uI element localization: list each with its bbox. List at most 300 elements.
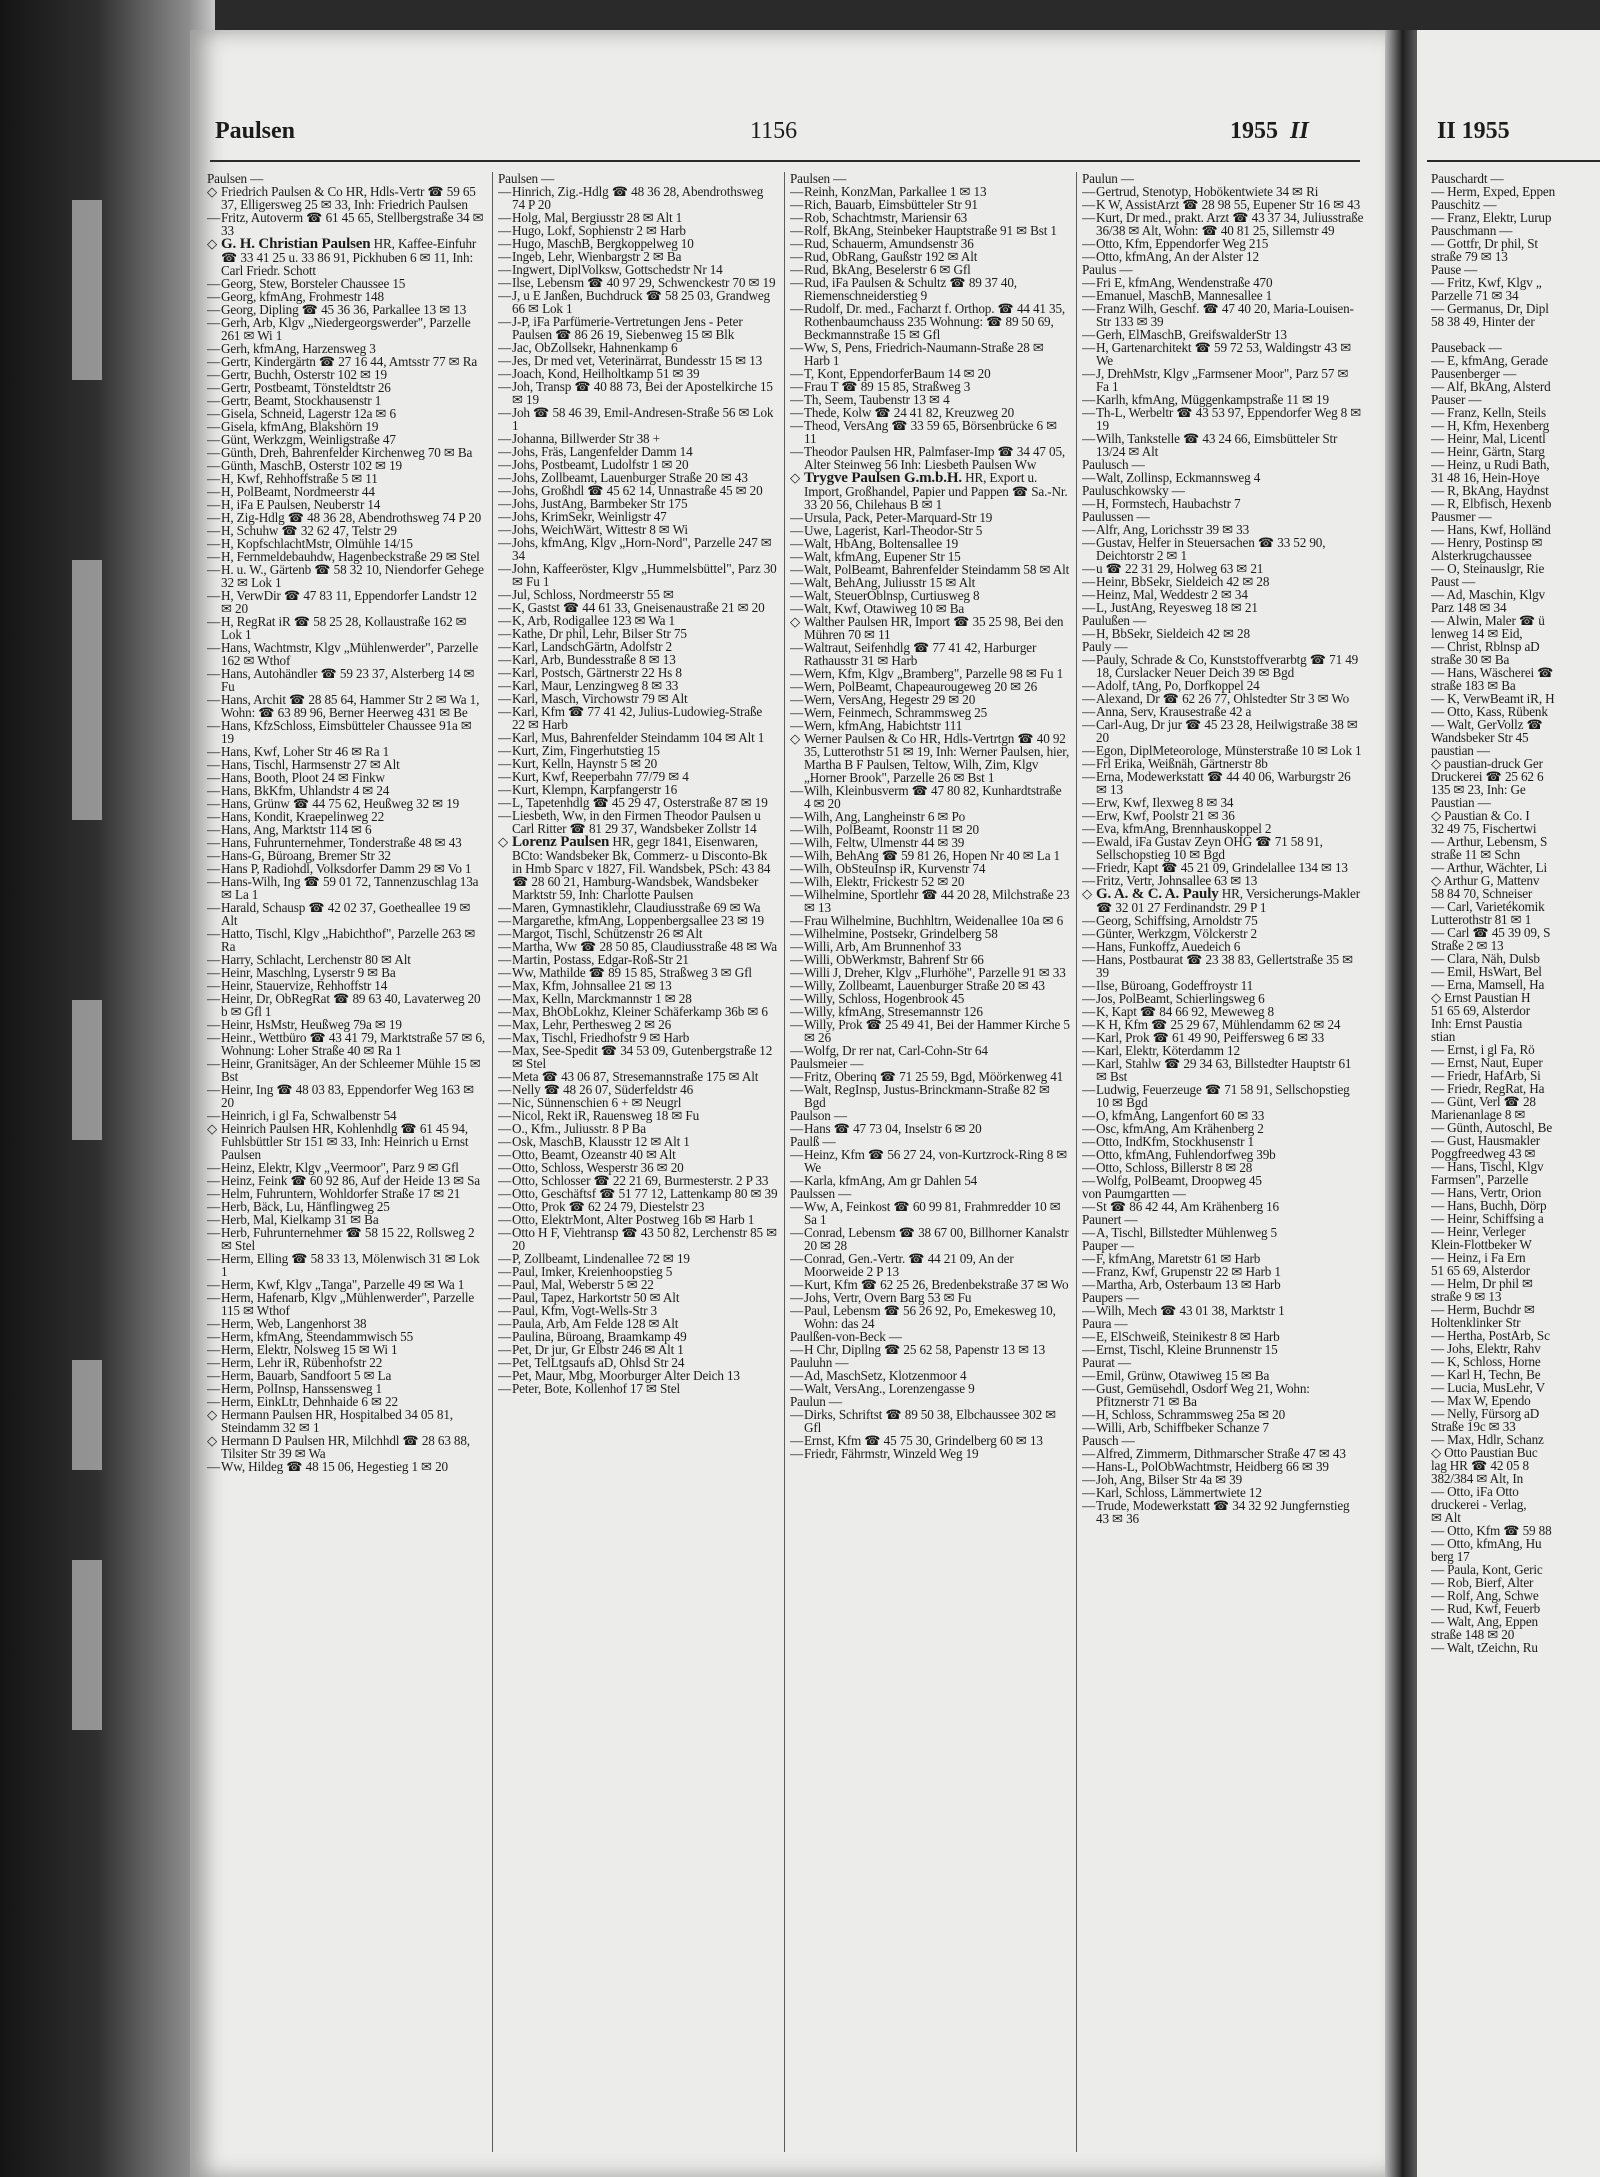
- entry-dash: —: [498, 1095, 512, 1110]
- entry-text: Karl, Masch, Virchowstr 79 ✉ Alt: [512, 691, 688, 706]
- entry-text: Heinr, Dr, ObRegRat ☎ 89 63 40, Lavaterweg 20 b ✉ Gfl 1: [221, 991, 481, 1019]
- next-page-line: — Hans, Kwf, Holländ: [1431, 522, 1551, 537]
- entry-text: Ernst, Kfm ☎ 45 75 30, Grindelberg 60 ✉ 13: [804, 1433, 1043, 1448]
- entry-text: H, Formstech, Haubachstr 7: [1096, 496, 1241, 511]
- next-page-line: — Erna, Mamsell, Ha: [1431, 977, 1545, 992]
- entry-text: Jac, ObZollsekr, Hahnenkamp 6: [512, 340, 678, 355]
- directory-entry: [498, 1226, 778, 1252]
- next-page-line: Lutterothstr 81 ✉ 1: [1431, 912, 1532, 927]
- entry-text: Hans P, Radiohdl, Volksdorfer Damm 29 ✉ Vo 1: [221, 861, 472, 876]
- next-page-line: — Otto, iFa Otto: [1431, 1484, 1519, 1499]
- next-page-column: [1431, 172, 1600, 2162]
- directory-entry: [207, 1031, 485, 1057]
- directory-entry: [790, 1200, 1070, 1226]
- entry-dash: —: [1082, 1472, 1096, 1487]
- entry-dash: —: [498, 678, 512, 693]
- directory-entry: [790, 471, 1070, 511]
- entry-text: Otto, Beamt, Ozeanstr 40 ✉ Alt: [512, 1147, 676, 1162]
- entry-text: Max, Lehr, Perthesweg 2 ✉ 26: [512, 1017, 672, 1032]
- entry-text: Thede, Kolw ☎ 24 41 82, Kreuzweg 20: [804, 405, 1015, 420]
- entry-text: Alfr, Ang, Lorichsstr 39 ✉ 33: [1096, 522, 1250, 537]
- next-page-line: Pauseback —: [1431, 340, 1502, 355]
- entry-text: Karl, Maur, Lenzingweg 8 ✉ 33: [512, 678, 679, 693]
- entry-dash: —: [498, 470, 512, 485]
- entry-text: Herm, kfmAng, Steendammwisch 55: [221, 1329, 414, 1344]
- entry-text: Ilse, Büroang, Godeffroystr 11: [1096, 978, 1254, 993]
- entry-text: St ☎ 86 42 44, Am Krähenberg 16: [1096, 1199, 1279, 1214]
- entry-text: K W, AssistArzt ☎ 28 98 55, Eupener Str 16 ✉ 43: [1096, 197, 1361, 212]
- next-page-header: II 1955: [1437, 118, 1510, 144]
- entry-dash: —: [1082, 769, 1096, 784]
- directory-entry: [1082, 341, 1364, 367]
- entry-dash: —: [498, 444, 512, 459]
- directory-entry: [207, 1083, 485, 1109]
- entry-dash: —: [790, 210, 804, 225]
- entry-text: Paul, Lebensm ☎ 56 26 92, Po, Emekesweg 10, Wohn: das 24: [804, 1303, 1056, 1331]
- entry-text: Kurt, Kelln, Haynstr 5 ✉ 20: [512, 756, 658, 771]
- directory-entry: [207, 237, 485, 277]
- directory-entry: [1082, 1057, 1364, 1083]
- entry-dash: —: [790, 392, 804, 407]
- entry-text: Rud, ObRang, Gaußstr 192 ✉ Alt: [804, 249, 978, 264]
- entry-dash: —: [207, 1381, 221, 1396]
- entry-text: Martin, Postass, Edgar-Roß-Str 21: [512, 952, 689, 967]
- entry-text: Jos, PolBeamt, Schierlingsweg 6: [1096, 991, 1265, 1006]
- directory-entry: [790, 1408, 1070, 1434]
- entry-text: Hans, Ang, Marktstr 114 ✉ 6: [221, 822, 372, 837]
- header-rule: [210, 160, 1360, 162]
- entry-dash: —: [1082, 470, 1096, 485]
- entry-text: Fritz, Autoverm ☎ 61 45 65, Stellbergstraße 34 ✉ 33: [221, 210, 484, 238]
- entry-text: Hans, KfzSchloss, Eimsbütteler Chaussee 91a ✉ 19: [221, 718, 472, 746]
- entry-dash: —: [790, 1069, 804, 1084]
- entry-dash: —: [790, 913, 804, 928]
- entry-dash: —: [498, 1030, 512, 1045]
- directory-entry: [498, 809, 778, 835]
- entry-text: Heinr, Maschlng, Lyserstr 9 ✉ Ba: [221, 965, 396, 980]
- entry-dash: —: [790, 1004, 804, 1019]
- entry-text: Herm, Kwf, Klgv „Tanga", Parzelle 49 ✉ Wa 1: [221, 1277, 465, 1292]
- entry-dash: —: [1082, 275, 1096, 290]
- entry-text: Joh, Ang, Bilser Str 4a ✉ 39: [1096, 1472, 1243, 1487]
- firm-marker-icon: ◇: [207, 1407, 217, 1422]
- next-page-line: — Hans, Tischl, Klgv: [1431, 1159, 1544, 1174]
- next-page-line: — Max, Hdlr, Schanz: [1431, 1432, 1544, 1447]
- entry-text: Karlh, kfmAng, Müggenkampstraße 11 ✉ 19: [1096, 392, 1329, 407]
- entry-dash: —: [790, 197, 804, 212]
- entry-dash: —: [790, 640, 804, 655]
- entry-text: Johs, KrimSekr, Weinligstr 47: [512, 509, 667, 524]
- entry-dash: —: [1082, 405, 1096, 420]
- entry-dash: —: [207, 874, 221, 889]
- entry-text: Eva, kfmAng, Brennhauskoppel 2: [1096, 821, 1272, 836]
- next-page-line: — Günt, Verl ☎ 28: [1431, 1094, 1536, 1109]
- entry-dash: —: [1082, 678, 1096, 693]
- entry-text: Günth, MaschB, Osterstr 102 ✉ 19: [221, 458, 402, 473]
- next-page-line: straße 183 ✉ Ba: [1431, 678, 1516, 693]
- entry-text: J, DrehMstr, Klgv „Farmsener Moor", Parz 57 ✉ Fa 1: [1096, 366, 1349, 394]
- entry-dash: —: [207, 1186, 221, 1201]
- entry-dash: —: [207, 536, 221, 551]
- entry-text: K, Kapt ☎ 84 66 92, Meweweg 8: [1096, 1004, 1274, 1019]
- directory-entry: [1082, 770, 1364, 796]
- entry-text: Willy, Schloss, Hogenbrook 45: [804, 991, 965, 1006]
- entry-text: Günth, Dreh, Bahrenfelder Kirchenweg 70 ✉ Ba: [221, 445, 473, 460]
- entry-dash: —: [207, 991, 221, 1006]
- entry-text: Herb, Bäck, Lu, Hänflingweg 25: [221, 1199, 390, 1214]
- entry-text: Gertr, Postbeamt, Tönsteldtstr 26: [221, 380, 391, 395]
- directory-entry: [1082, 1382, 1364, 1408]
- directory-entry: [207, 1408, 485, 1434]
- directory-entry: [207, 875, 485, 901]
- entry-text: Wern, kfmAng, Habichtstr 111: [804, 718, 963, 733]
- next-page-line: Alsterkrugchaussee: [1431, 548, 1532, 563]
- next-page-line: — Johs, Elektr, Rahv: [1431, 1341, 1541, 1356]
- next-page-line: Parz 148 ✉ 34: [1431, 600, 1507, 615]
- entry-dash: —: [1082, 1173, 1096, 1188]
- entry-dash: —: [207, 484, 221, 499]
- directory-entry: [1082, 367, 1364, 393]
- entry-dash: —: [498, 1173, 512, 1188]
- entry-text: Ww, A, Feinkost ☎ 60 99 81, Frahmredder 10 ✉ Sa 1: [804, 1199, 1061, 1227]
- entry-text: Walt, Kwf, Otawiweg 10 ✉ Ba: [804, 601, 965, 616]
- entry-dash: —: [1082, 600, 1096, 615]
- entry-dash: —: [498, 561, 512, 576]
- entry-dash: —: [790, 588, 804, 603]
- entry-text: Otto H F, Viehtransp ☎ 43 50 82, Lerchenstr 85 ✉ 20: [512, 1225, 778, 1253]
- book-binding: [0, 0, 215, 2177]
- entry-dash: —: [1082, 327, 1096, 342]
- entry-text: Otto, kfmAng, Fuhlendorfweg 39b: [1096, 1147, 1276, 1162]
- entry-text: Wilhelmine, Sportlehr ☎ 44 20 28, Milchstraße 23 ✉ 13: [804, 887, 1070, 915]
- entry-dash: —: [1082, 717, 1096, 732]
- entry-text: Frau T ☎ 89 15 85, Straßweg 3: [804, 379, 971, 394]
- next-page-line: — Friedr, RegRat, Ha: [1431, 1081, 1545, 1096]
- entry-text: Johs, kfmAng, Klgv „Horn-Nord", Parzelle 247 ✉ 34: [512, 535, 772, 563]
- entry-text: Karl, Mus, Bahrenfelder Steindamm 104 ✉ Alt 1: [512, 730, 765, 745]
- directory-entry: [498, 536, 778, 562]
- next-page-line: — Arthur, Lebensm, S: [1431, 834, 1548, 849]
- entry-dash: —: [207, 835, 221, 850]
- next-page-line: straße 11 ✉ Schn: [1431, 847, 1521, 862]
- directory-entry: [207, 719, 485, 745]
- entry-text: Friedrich Paulsen & Co HR, Hdls-Vertr ☎ 59 65 37, Elligersweg 25 ✉ 33, Inh: Friedrich Paulsen: [221, 184, 476, 212]
- next-page-line: — Herm, Buchdr ✉: [1431, 1302, 1535, 1317]
- entry-text: Uwe, Lagerist, Karl-Theodor-Str 5: [804, 523, 983, 538]
- entry-text: Heinr., Wettbüro ☎ 43 41 79, Marktstraße 57 ✉ 6, Wohnung: Loher Straße 40 ✉ Ra 1: [221, 1030, 485, 1058]
- surname-heading: Paulun —: [790, 1394, 842, 1409]
- binding-label-mark: [72, 1560, 102, 1730]
- entry-dash: —: [207, 1355, 221, 1370]
- next-page-line: stian: [1431, 1029, 1456, 1044]
- next-page-line: Paust —: [1431, 574, 1476, 589]
- entry-dash: —: [498, 1147, 512, 1162]
- entry-dash: —: [790, 783, 804, 798]
- entry-dash: —: [498, 522, 512, 537]
- surname-heading: Paulussen —: [1082, 509, 1150, 524]
- entry-dash: —: [498, 756, 512, 771]
- next-page-line: — Rolf, Ang, Schwe: [1431, 1588, 1539, 1603]
- entry-dash: —: [790, 1303, 804, 1318]
- entry-dash: —: [1082, 1251, 1096, 1266]
- entry-dash: —: [790, 1251, 804, 1266]
- entry-dash: —: [207, 783, 221, 798]
- entry-dash: —: [498, 457, 512, 472]
- next-page-line: — Karl H, Techn, Be: [1431, 1367, 1541, 1382]
- entry-text: Heinz, Mal, Weddestr 2 ✉ 34: [1096, 587, 1248, 602]
- entry-dash: —: [1082, 1368, 1096, 1383]
- entry-text: Walther Paulsen HR, Import ☎ 35 25 98, Bei den Mühren 70 ✉ 11: [804, 614, 1064, 642]
- entry-dash: —: [1082, 952, 1096, 967]
- entry-dash: —: [207, 692, 221, 707]
- entry-dash: —: [207, 354, 221, 369]
- entry-text: Otto, Schlosser ☎ 22 21 69, Burmesterstr. 2 P 33: [512, 1173, 769, 1188]
- entry-dash: —: [207, 718, 221, 733]
- entry-dash: —: [207, 419, 221, 434]
- entry-text: Johs, Postbeamt, Ludolfstr 1 ✉ 20: [512, 457, 689, 472]
- next-page-line: straße 9 ✉ 13: [1431, 1289, 1502, 1304]
- entry-text: Walt, Zollinsp, Eckmannsweg 4: [1096, 470, 1261, 485]
- next-page-line: 51 65 69, Alsterdor: [1431, 1263, 1530, 1278]
- entry-dash: —: [1082, 1485, 1096, 1500]
- entry-text: Hans, Archit ☎ 28 85 64, Hammer Str 2 ✉ Wa 1, Wohn: ☎ 63 89 96, Berner Heerweg 431 ✉ Be: [221, 692, 480, 720]
- entry-dash: —: [498, 1121, 512, 1136]
- directory-entry: [790, 732, 1070, 784]
- entry-text: Ad, MaschSetz, Klotzenmoor 4: [804, 1368, 967, 1383]
- entry-text: Hans, Kwf, Loher Str 46 ✉ Ra 1: [221, 744, 390, 759]
- entry-dash: —: [1082, 821, 1096, 836]
- entry-text: Hans, Wachtmstr, Klgv „Mühlenwerder", Parzelle 162 ✉ Wthof: [221, 640, 479, 668]
- entry-text: H, KopfschlachtMstr, Olmühle 14/15: [221, 536, 413, 551]
- entry-text: Paul, Imker, Kreienhoopstieg 5: [512, 1264, 673, 1279]
- next-page-line: — Heinr, Schiffsing a: [1431, 1211, 1544, 1226]
- entry-text: Ludwig, Feuerzeuge ☎ 71 58 91, Sellschopstieg 10 ✉ Bgd: [1096, 1082, 1350, 1110]
- entry-dash: —: [498, 496, 512, 511]
- entry-text: Walt, VersAng., Lorenzengasse 9: [804, 1381, 975, 1396]
- firm-marker-icon: ◇: [790, 470, 800, 485]
- entry-text: H, iFa E Paulsen, Neuberstr 14: [221, 497, 381, 512]
- entry-text: Otto, Schloss, Wesperstr 36 ✉ 20: [512, 1160, 684, 1175]
- entry-text: Karl, Stahlw ☎ 29 34 63, Billstedter Hauptstr 61 ✉ Bst: [1096, 1056, 1352, 1084]
- entry-text: Gerh, ElMaschB, GreifswalderStr 13: [1096, 327, 1287, 342]
- entry-dash: —: [498, 952, 512, 967]
- next-page-line: Pausenberger —: [1431, 366, 1517, 381]
- entry-dash: —: [790, 874, 804, 889]
- entry-dash: —: [207, 471, 221, 486]
- next-page-line: 58 84 70, Schneiser: [1431, 886, 1533, 901]
- next-page-line: Parzelle 71 ✉ 34: [1431, 288, 1519, 303]
- directory-entry: [790, 445, 1070, 471]
- entry-dash: —: [1082, 626, 1096, 641]
- entry-dash: —: [790, 1121, 804, 1136]
- entry-text: Liesbeth, Ww, in den Firmen Theodor Paulsen u Carl Ritter ☎ 81 29 37, Wandsbeker Zollstr 14: [512, 808, 761, 836]
- entry-dash: —: [790, 1407, 804, 1422]
- next-page-line: ◇ Arthur G, Mattenv: [1431, 873, 1540, 888]
- next-page-line: — O, Steinauslgr, Rie: [1431, 561, 1545, 576]
- entry-dash: —: [1082, 978, 1096, 993]
- next-page-line: Poggfreedweg 43 ✉: [1431, 1146, 1536, 1161]
- entry-dash: —: [207, 1329, 221, 1344]
- next-page-line: — Fritz, Kwf, Klgv „: [1431, 275, 1542, 290]
- entry-dash: —: [790, 679, 804, 694]
- entry-text: H, BbSekr, Sieldeich 42 ✉ 28: [1096, 626, 1250, 641]
- entry-text: Wilh, Kleinbusverm ☎ 47 80 82, Kunhardtstraße 4 ✉ 20: [804, 783, 1062, 811]
- entry-dash: —: [207, 210, 221, 225]
- entry-text: Wilhelmine, Postsekr, Grindelberg 58: [804, 926, 998, 941]
- entry-text: Anna, Serv, Krausestraße 42 a: [1096, 704, 1252, 719]
- entry-dash: —: [207, 445, 221, 460]
- next-page-line: ◇ Otto Paustian Buc: [1431, 1445, 1538, 1460]
- entry-text: Karl, Kfm ☎ 77 41 42, Julius-Ludowieg-Straße 22 ✉ Harb: [512, 704, 763, 732]
- entry-dash: —: [207, 1342, 221, 1357]
- directory-entry: [1082, 211, 1364, 237]
- entry-dash: —: [498, 1381, 512, 1396]
- entry-dash: —: [207, 393, 221, 408]
- surname-heading: Paupers —: [1082, 1290, 1139, 1305]
- directory-entry: [207, 185, 485, 211]
- entry-text: A, Tischl, Billstedter Mühlenweg 5: [1096, 1225, 1277, 1240]
- entry-dash: —: [207, 848, 221, 863]
- entry-text: Gerh, kfmAng, Harzensweg 3: [221, 341, 376, 356]
- entry-text: O, kfmAng, Langenfort 60 ✉ 33: [1096, 1108, 1265, 1123]
- entry-text: Frl Erika, Weißnäh, Gärtnerstr 8b: [1096, 756, 1268, 771]
- entry-dash: —: [498, 249, 512, 264]
- next-page-line: — Germanus, Dr, Dipl: [1431, 301, 1549, 316]
- entry-dash: —: [1082, 1134, 1096, 1149]
- entry-dash: —: [1082, 210, 1096, 225]
- entry-dash: —: [790, 184, 804, 199]
- entry-text: Hans-Wilh, Ing ☎ 59 01 72, Tannenzuschlag 13a ✉ La 1: [221, 874, 479, 902]
- surname-heading: Paulusch —: [1082, 457, 1145, 472]
- entry-text: Rud, iFa Paulsen & Schultz ☎ 89 37 40, Riemenschneiderstieg 9: [804, 275, 1017, 303]
- next-page-line: — Lucia, MusLehr, V: [1431, 1380, 1545, 1395]
- entry-text: O., Kfm., Juliusstr. 8 P Ba: [512, 1121, 646, 1136]
- entry-dash: —: [207, 1030, 221, 1045]
- entry-dash: —: [498, 340, 512, 355]
- entry-text: Ernst, Tischl, Kleine Brunnenstr 15: [1096, 1342, 1278, 1357]
- directory-entry: [790, 302, 1070, 341]
- next-page-line: — Emil, HsWart, Bel: [1431, 964, 1542, 979]
- entry-dash: —: [498, 795, 512, 810]
- entry-text: H, RegRat iR ☎ 58 25 28, Kollaustraße 162 ✉ Lok 1: [221, 614, 467, 642]
- page-header-year: 1955 II: [1230, 118, 1309, 144]
- entry-text: Erw, Kwf, Poolstr 21 ✉ 36: [1096, 808, 1235, 823]
- next-page-line: Marienanlage 8 ✉: [1431, 1107, 1526, 1122]
- entry-text: Wolfg, PolBeamt, Droopweg 45: [1096, 1173, 1262, 1188]
- entry-dash: —: [207, 523, 221, 538]
- entry-text: Margarethe, kfmAng, Loppenbergsallee 23 ✉ 19: [512, 913, 764, 928]
- entry-dash: —: [790, 835, 804, 850]
- entry-text: Kurt, Zim, Fingerhutstieg 15: [512, 743, 660, 758]
- entry-dash: —: [498, 275, 512, 290]
- directory-entry: [790, 1148, 1070, 1174]
- entry-text: Rud, Schauerm, Amundsenstr 36: [804, 236, 974, 251]
- entry-text: Otto, Geschäftsf ☎ 51 77 12, Lattenkamp 80 ✉ 39: [512, 1186, 778, 1201]
- entry-dash: —: [498, 1251, 512, 1266]
- entry-dash: —: [790, 809, 804, 824]
- entry-text: Wilh, ObSteuInsp iR, Kurvenstr 74: [804, 861, 986, 876]
- entry-dash: —: [790, 718, 804, 733]
- entry-text: Walt, RegInsp, Justus-Brinckmann-Straße 82 ✉ Bgd: [804, 1082, 1050, 1110]
- entry-dash: —: [498, 366, 512, 381]
- directory-column-3: [790, 172, 1070, 2162]
- entry-text: Ww, Hildeg ☎ 48 15 06, Hegestieg 1 ✉ 20: [221, 1459, 448, 1474]
- entry-dash: —: [1082, 704, 1096, 719]
- entry-text: Frau Wilhelmine, Buchhltrn, Weidenallee 10a ✉ 6: [804, 913, 1064, 928]
- next-page-line: — Gust, Hausmakler: [1431, 1133, 1541, 1148]
- entry-text: Alexand, Dr ☎ 62 26 77, Ohlstedter Str 3 ✉ Wo: [1096, 691, 1350, 706]
- entry-dash: —: [1082, 808, 1096, 823]
- entry-dash: —: [1082, 1329, 1096, 1344]
- entry-text: Erna, Modewerkstatt ☎ 44 40 06, Warburgstr 26 ✉ 13: [1096, 769, 1351, 797]
- entry-text: Wern, Kfm, Klgv „Bramberg", Parzelle 98 ✉ Fu 1: [804, 666, 1064, 681]
- entry-text: Walt, SteuerOblnsp, Curtiusweg 8: [804, 588, 980, 603]
- directory-entry: [207, 589, 485, 615]
- entry-dash: —: [207, 861, 221, 876]
- next-page-line: straße 148 ✉ 20: [1431, 1627, 1515, 1642]
- binding-label-mark: [72, 560, 102, 820]
- next-page-line: — Hans, Vertr, Orion: [1431, 1185, 1542, 1200]
- entry-dash: —: [498, 782, 512, 797]
- entry-text: L, Tapetenhdlg ☎ 45 29 47, Osterstraße 87 ✉ 19: [512, 795, 768, 810]
- entry-dash: —: [498, 1069, 512, 1084]
- entry-dash: —: [1082, 1342, 1096, 1357]
- entry-text: Gertrud, Stenotyp, Hobökentwiete 34 ✉ Ri: [1096, 184, 1319, 199]
- entry-dash: —: [498, 1329, 512, 1344]
- directory-entry: [1082, 536, 1364, 562]
- entry-dash: —: [207, 1394, 221, 1409]
- entry-text: Gertr, Beamt, Stockhausenstr 1: [221, 393, 382, 408]
- directory-entry: [790, 1226, 1070, 1252]
- entry-dash: —: [498, 730, 512, 745]
- entry-dash: —: [207, 315, 221, 330]
- entry-text: Nelly ☎ 48 26 07, Süderfeldstr 46: [512, 1082, 694, 1097]
- next-page-line: — Hans, Wäscherei ☎: [1431, 665, 1554, 680]
- next-page-line: straße 30 ✉ Ba: [1431, 652, 1510, 667]
- entry-dash: —: [790, 705, 804, 720]
- entry-text: H. u. W., Gärtenb ☎ 58 32 10, Niendorfer Gehege 32 ✉ Lok 1: [221, 562, 484, 590]
- entry-dash: —: [790, 991, 804, 1006]
- entry-dash: —: [498, 236, 512, 251]
- entry-dash: —: [498, 1082, 512, 1097]
- surname-heading: Pauluschkowsky —: [1082, 483, 1185, 498]
- directory-entry: [207, 693, 485, 719]
- entry-text: Kurt, Kfm ☎ 62 25 26, Bredenbekstraße 37 ✉ Wo: [804, 1277, 1069, 1292]
- directory-entry: [790, 276, 1070, 302]
- entry-dash: —: [498, 691, 512, 706]
- entry-text: Ursula, Pack, Peter-Marquard-Str 19: [804, 510, 993, 525]
- column-surname-heading: Paulsen —: [207, 172, 264, 186]
- entry-text: Georg, Dipling ☎ 45 36 36, Parkallee 13 ✉ 13: [221, 302, 467, 317]
- entry-dash: —: [207, 1160, 221, 1175]
- entry-dash: —: [498, 1264, 512, 1279]
- entry-dash: —: [1082, 1056, 1096, 1071]
- entry-text: Paul, Mal, Weberstr 5 ✉ 22: [512, 1277, 654, 1292]
- directory-entry: [207, 1122, 485, 1161]
- entry-dash: —: [1082, 561, 1096, 576]
- next-page-line: Wandsbeker Str 45: [1431, 730, 1529, 745]
- surname-heading: Paulssen —: [790, 1186, 852, 1201]
- entry-text: Meta ☎ 43 06 87, Stresemannstraße 175 ✉ Alt: [512, 1069, 759, 1084]
- next-page-line: straße 79 ✉ 13: [1431, 249, 1508, 264]
- entry-text: G. A. & C. A. Pauly HR, Versicherungs-Makler ☎ 32 01 27 Ferdinandstr. 29 P 1: [1096, 886, 1360, 915]
- entry-dash: —: [498, 1004, 512, 1019]
- entry-dash: —: [207, 1459, 221, 1474]
- directory-entry: [790, 1083, 1070, 1109]
- surname-heading: Paulsmeier —: [790, 1056, 864, 1071]
- entry-text: Fri E, kfmAng, Wendenstraße 470: [1096, 275, 1273, 290]
- entry-dash: —: [1082, 1017, 1096, 1032]
